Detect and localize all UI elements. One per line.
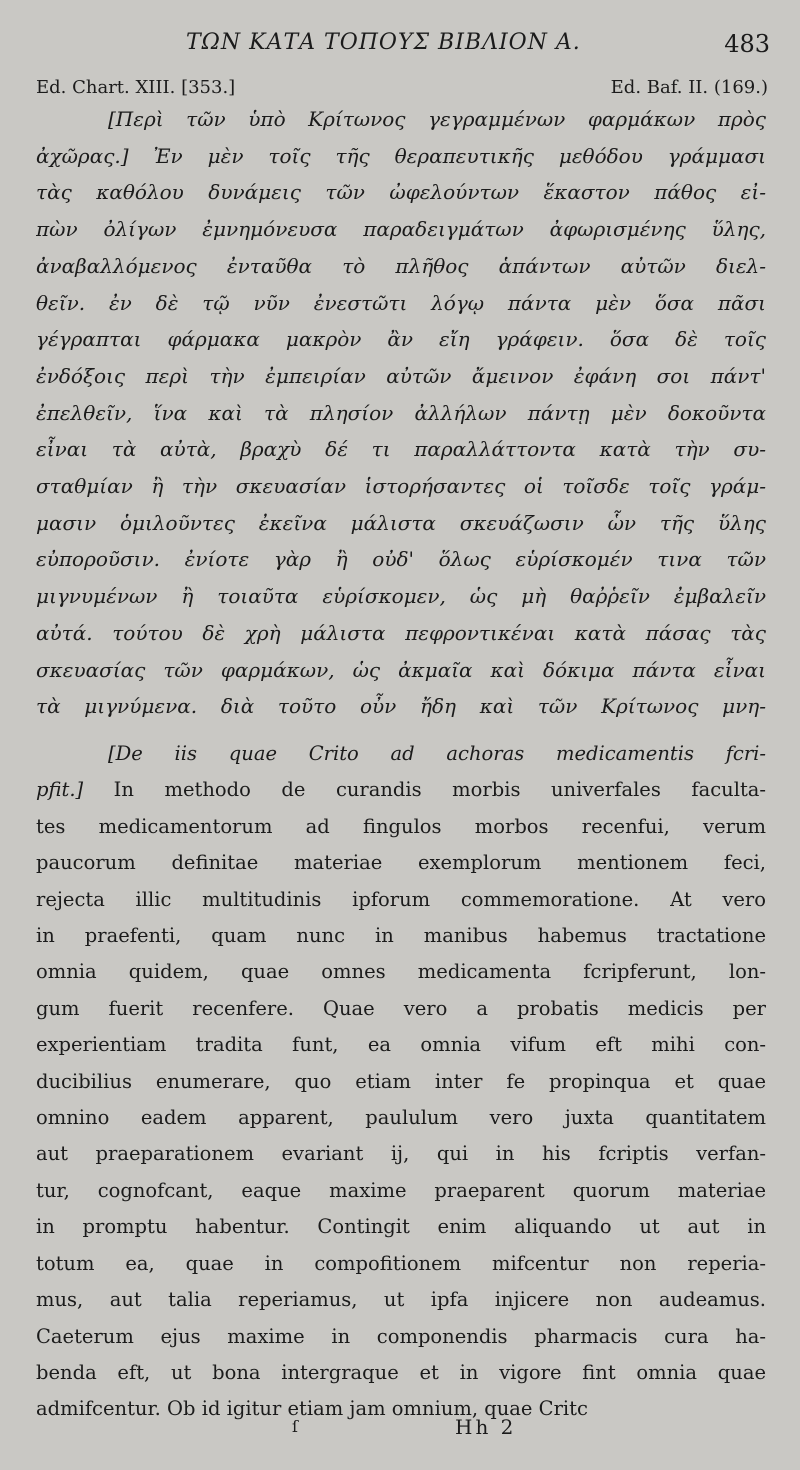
latin-line: omnino eadem apparent, paululum vero juxta quantitatem [36, 1106, 766, 1130]
latin-text-block [36, 736, 766, 1428]
latin-line: omnia quidem, quae omnes medicamenta fcripferunt, lon- [36, 960, 766, 984]
latin-line: rejecta illic multitudinis ipforum commemoratione. At vero [36, 887, 766, 911]
greek-line: ἀναβαλλόμενος ἐνταῦθα τὸ πλῆθος ἁπάντων αὐτῶν διελ- [36, 253, 766, 278]
greek-line: αὐτά. τούτου δὲ χρὴ μάλιστα πεφροντικέναι κατὰ πάσας τὰς [36, 620, 766, 645]
running-head-title: ΤΩΝ ΚΑΤΑ ΤΟΠΟΥΣ ΒΙΒΛΙΟΝ Α. [186, 30, 581, 55]
latin-first-line-text: In methodo de curandis morbis univerfales faculta- [83, 778, 766, 802]
latin-line: admifcentur. Ob id igitur etiam jam omnium, quae Critc [36, 1397, 588, 1421]
greek-line: ἐνδόξοις περὶ τὴν ἐμπειρίαν αὐτῶν ἄμεινον ἐφάνη σοι πάντ' [36, 363, 766, 388]
latin-heading-end: pfit.] [36, 778, 84, 802]
latin-line: in promptu habentur. Contingit enim aliquando ut aut in [36, 1215, 766, 1239]
latin-line: aut praeparationem evariant ij, qui in his fcriptis verfan- [36, 1142, 766, 1166]
latin-line: mus, aut talia reperiamus, ut ipfa injicere non audeamus. [36, 1288, 766, 1312]
page-footer [0, 1415, 800, 1445]
greek-line: [Περὶ τῶν ὑπὸ Κρίτωνος γεγραμμένων φαρμάκων πρὸς [108, 107, 766, 131]
greek-line: τὰς καθόλου δυνάμεις τῶν ὠφελούντων ἕκαστον πάθος εἰ- [36, 180, 766, 205]
greek-line: ἀχῶρας.] Ἐν μὲν τοῖς τῆς θεραπευτικῆς μεθόδου γράμμασι [36, 143, 766, 168]
edition-chart-reference: Ed. Chart. XIII. [353.] [36, 77, 236, 98]
latin-line: gum fuerit recenfere. Quae vero a probatis medicis per [36, 996, 766, 1020]
edition-basel-reference: Ed. Baf. II. (169.) [610, 77, 768, 98]
latin-line: tes medicamentorum ad fingulos morbos recenfui, verum [36, 814, 766, 838]
latin-line: tur, cognofcant, eaque maxime praeparent quorum materiae [36, 1178, 766, 1202]
latin-line: Caeterum ejus maxime in componendis pharmacis cura ha- [36, 1324, 766, 1348]
latin-line: paucorum definitae materiae exemplorum mentionem feci, [36, 851, 766, 875]
greek-line: θεῖν. ἐν δὲ τῷ νῦν ἐνεστῶτι λόγῳ πάντα μὲν ὅσα πᾶσι [36, 290, 766, 315]
latin-line: experientiam tradita funt, ea omnia vifum eft mihi con- [36, 1033, 766, 1057]
greek-line: εἶναι τὰ αὐτὰ, βραχὺ δέ τι παραλλάττοντα κατὰ τὴν συ- [36, 437, 766, 462]
latin-heading: [De iis quae Crito ad achoras medicamentis fcri- [108, 742, 766, 765]
greek-line: σκευασίας τῶν φαρμάκων, ὡς ἀκμαῖα καὶ δόκιμα πάντα εἶναι [36, 657, 766, 682]
greek-line: σταθμίαν ἢ τὴν σκευασίαν ἱστορήσαντες οἱ τοῖσδε τοῖς γράμ- [36, 474, 766, 499]
page-number: 483 [724, 30, 770, 58]
latin-line: ducibilius enumerare, quo etiam inter fe propinqua et quae [36, 1069, 766, 1093]
greek-line: τὰ μιγνύμενα. διὰ τοῦτο οὖν ἤδη καὶ τῶν Κρίτωνος μνη- [36, 694, 766, 719]
footer-mark: ſ [292, 1417, 298, 1436]
running-head [0, 30, 800, 64]
greek-line: πὼν ὀλίγων ἐμνημόνευσα παραδειγμάτων ἀφωρισμένης ὕλης, [36, 217, 766, 242]
greek-line: ἐπελθεῖν, ἵνα καὶ τὰ πλησίον ἀλλήλων πάντῃ μὲν δοκοῦντα [36, 400, 766, 425]
signature-mark: Hh 2 [455, 1415, 517, 1439]
greek-line: εὐποροῦσιν. ἐνίοτε γὰρ ἢ οὐδ' ὅλως εὑρίσκομέν τινα τῶν [36, 547, 766, 572]
latin-line: in praefenti, quam nunc in manibus habemus tractatione [36, 924, 766, 948]
latin-line: totum ea, quae in compofitionem mifcentur non reperia- [36, 1251, 766, 1275]
edition-reference-line [36, 77, 768, 103]
greek-text-block [36, 101, 766, 725]
greek-line: γέγραπται φάρμακα μακρὸν ἂν εἴη γράφειν. ὅσα δὲ τοῖς [36, 327, 766, 352]
greek-line: μιγνυμένων ἢ τοιαῦτα εὑρίσκομεν, ὡς μὴ θαῤῥεῖν ἐμβαλεῖν [36, 584, 766, 609]
latin-line [36, 772, 766, 808]
greek-line: μασιν ὁμιλοῦντες ἐκεῖνα μάλιστα σκευάζωσιν ὧν τῆς ὕλης [36, 510, 766, 535]
latin-line: benda eft, ut bona intergraque et in vigore fint omnia quae [36, 1360, 766, 1384]
